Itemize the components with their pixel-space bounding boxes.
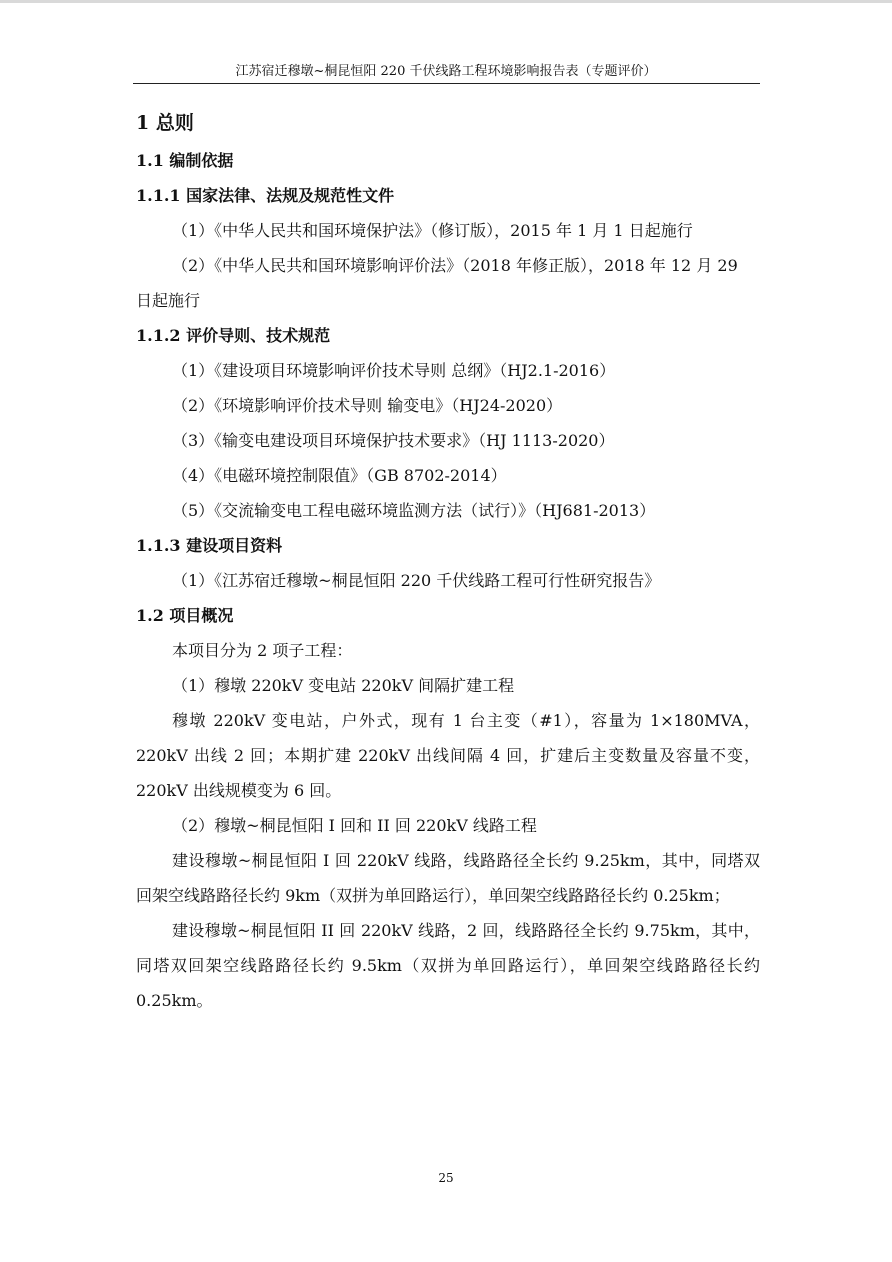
standard-item-3: （3）《输变电建设项目环境保护技术要求》（HJ 1113-2020） xyxy=(172,431,615,450)
subproject-2-title: （2）穆墩~桐昆恒阳 I 回和 II 回 220kV 线路工程 xyxy=(172,816,537,835)
subproject-2-line-1-description: 建设穆墩~桐昆恒阳 I 回 220kV 线路，线路路径全长约 9.25km，其中，同塔双回架空线路路径长约 9km（双拼为单回路运行），单回架空线路路径长约 0.25km； xyxy=(136,851,760,905)
section-heading-1-1-1: 1.1.1 国家法律、法规及规范性文件 xyxy=(136,186,395,205)
standard-item-5: （5）《交流输变电工程电磁环境监测方法（试行）》（HJ681-2013） xyxy=(172,501,656,520)
law-item-2-continuation: 日起施行 xyxy=(136,291,201,310)
subproject-2-line-2-description: 建设穆墩~桐昆恒阳 II 回 220kV 线路，2 回，线路路径全长约 9.75km，其中，同塔双回架空线路路径长约 9.5km（双拼为单回路运行），单回架空线路路径长约 0.25km。 xyxy=(136,921,760,1010)
standard-item-1: （1）《建设项目环境影响评价技术导则 总纲》（HJ2.1-2016） xyxy=(172,361,616,380)
subproject-1-title: （1）穆墩 220kV 变电站 220kV 间隔扩建工程 xyxy=(172,676,515,695)
header-rule xyxy=(133,83,760,84)
page-content xyxy=(136,105,760,1018)
page-number: 25 xyxy=(438,1171,454,1185)
law-item-1: （1）《中华人民共和国环境保护法》（修订版），2015 年 1 月 1 日起施行 xyxy=(172,221,693,240)
section-heading-1-1-2: 1.1.2 评价导则、技术规范 xyxy=(136,326,331,345)
section-heading-1-2: 1.2 项目概况 xyxy=(136,606,234,625)
section-heading-1-1: 1.1 编制依据 xyxy=(136,151,234,170)
subproject-1-description: 穆墩 220kV 变电站，户外式，现有 1 台主变（#1），容量为 1×180MVA，220kV 出线 2 回；本期扩建 220kV 出线间隔 4 回，扩建后主变数量及容量不变，220kV 出线规模变为 6 回。 xyxy=(136,711,760,800)
law-item-2: （2）《中华人民共和国环境影响评价法》（2018 年修正版），2018 年 12 月 29 xyxy=(172,256,738,275)
overview-text: 本项目分为 2 项子工程： xyxy=(172,641,353,660)
standard-item-4: （4）《电磁环境控制限值》（GB 8702-2014） xyxy=(172,466,507,485)
material-item-1: （1）《江苏宿迁穆墩~桐昆恒阳 220 千伏线路工程可行性研究报告》 xyxy=(172,571,661,590)
page-top-border xyxy=(0,0,892,3)
running-header: 江苏宿迁穆墩~桐昆恒阳 220 千伏线路工程环境影响报告表（专题评价） xyxy=(235,64,657,79)
standard-item-2: （2）《环境影响评价技术导则 输变电》（HJ24-2020） xyxy=(172,396,563,415)
section-heading-1-1-3: 1.1.3 建设项目资料 xyxy=(136,536,283,555)
chapter-heading: 1 总则 xyxy=(136,112,194,134)
